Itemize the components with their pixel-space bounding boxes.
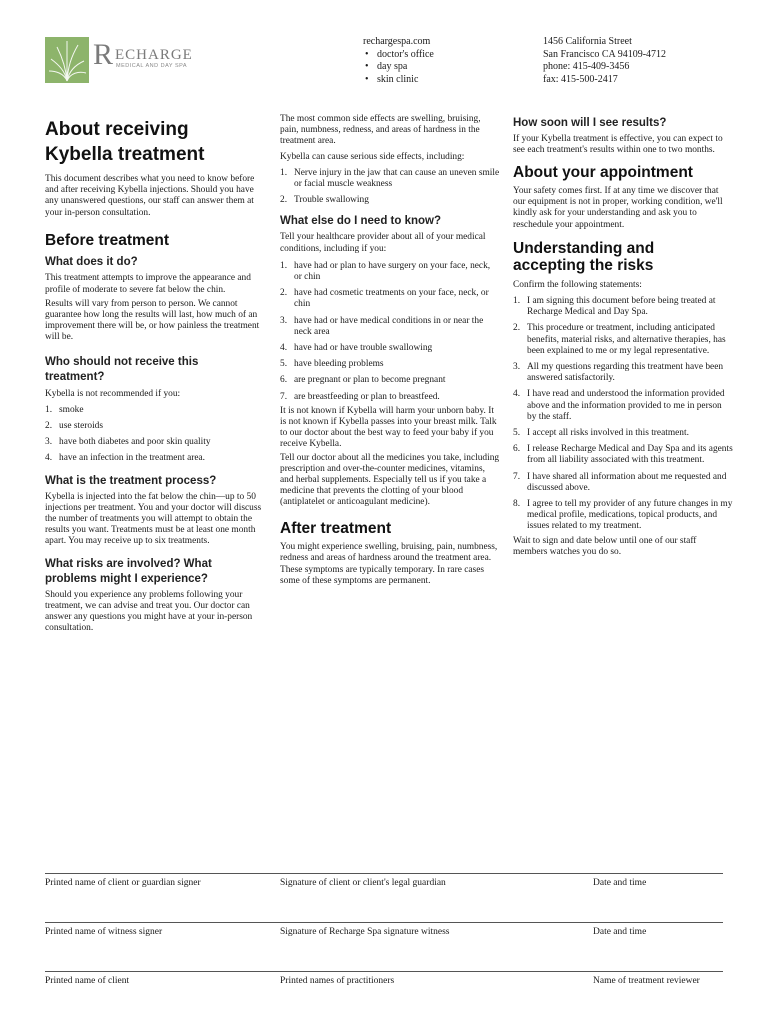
statement-item: 3. All my questions regarding this treatment have been answered satisfactorily. <box>513 361 724 384</box>
signature-label: Printed name of client <box>45 976 130 986</box>
question-risks: What risks are involved? What problems might I experience? <box>45 557 212 585</box>
question-what-does-it-do: What does it do? <box>45 256 138 269</box>
paragraph: Kybella is injected into the fat below the chin—up to 50 injections per treatment. You and your doctor will discuss the number of treatments you will attempt to obtain the results you want. Treatments must be at least one month apart. You may receive up to six treatments. <box>45 491 262 547</box>
column-1 <box>45 117 265 634</box>
statement-item: 8. I agree to tell my provider of any future changes in my medical profile, medications, topical products, and issues related to my treatment. <box>513 498 733 532</box>
signature-label: Date and time <box>593 878 647 888</box>
service-item: • doctor's office <box>365 48 434 60</box>
section-heading-after: After treatment <box>280 519 392 537</box>
list-item: 2. have had cosmetic treatments on your face, neck, or chin <box>280 288 489 310</box>
fax-number: fax: 415-500-2417 <box>543 73 618 85</box>
paragraph: The most common side effects are swelling, bruising, pain, numbness, redness, and areas of hardness in the treatment area. <box>280 114 481 147</box>
paragraph: If your Kybella treatment is effective, you can expect to see each treatment's results within one to two months. <box>513 134 723 156</box>
statement-item: 4. I have read and understood the information provided above and the information provided to me in person by the staff. <box>513 389 725 422</box>
medical-conditions-list <box>280 261 500 403</box>
list-item: 5. have bleeding problems <box>280 359 384 370</box>
signature-label: Printed names of practitioners <box>280 976 395 986</box>
question-who-should-not: Who should not receive this treatment? <box>45 355 199 383</box>
statement-item: 6. I release Recharge Medical and Day Spa and its agents from all liability associated with this treatment. <box>513 444 733 466</box>
list-item: 3. have both diabetes and poor skin quality <box>45 437 211 448</box>
logo-mark <box>45 37 89 83</box>
paragraph: Kybella can cause serious side effects, including: <box>280 151 465 162</box>
side-effects-list <box>280 168 500 207</box>
list-item: 1. smoke <box>45 404 84 415</box>
section-heading-appointment: About your appointment <box>513 164 693 182</box>
section-heading-risks: Understanding and accepting the risks <box>513 239 655 275</box>
paragraph: Wait to sign and date below until one of our staff members watches you do so. <box>513 535 697 557</box>
paragraph: Should you experience any problems following your treatment, we can advise and treat you. Our doctor can answer any questions you might have at your in-person consultation. <box>45 589 253 634</box>
signature-line[interactable] <box>45 971 723 972</box>
website-link[interactable]: rechargespa.com <box>363 36 431 47</box>
signature-line[interactable] <box>45 922 723 923</box>
statement-item: 7. I have shared all information about me requested and discussed above. <box>513 471 727 493</box>
list-item: 1. have had or plan to have surgery on your face, neck, or chin <box>280 260 491 283</box>
paragraph: Results will vary from person to person. We cannot guarantee how long the results will last, how much of an improvement there will be, or how painless the treatment will be. <box>45 298 260 343</box>
city-address: San Francisco CA 94109-4712 <box>543 48 667 60</box>
signature-label: Signature of client or client's legal guardian <box>280 878 446 888</box>
list-item: 2. use steroids <box>45 420 104 431</box>
signature-label: Date and time <box>593 927 647 937</box>
intro-text: This document describes what you need to know before and after receiving Kybella injections. Should you have any unanswered questions, our staff can answer them at your in-person consultation. <box>45 174 255 218</box>
street-address: 1456 California Street <box>543 36 632 47</box>
statement-item: 5. I accept all risks involved in this treatment. <box>513 427 689 438</box>
question-treatment-process: What is the treatment process? <box>45 474 217 487</box>
statement-item: 1. I am signing this document before being treated at Recharge Medical and Day Spa. <box>513 295 716 318</box>
signature-label: Name of treatment reviewer <box>593 976 700 986</box>
paragraph: Kybella is not recommended if you: <box>45 388 181 399</box>
list-item: 1. Nerve injury in the jaw that can cause an uneven smile or facial muscle weakness <box>280 167 500 190</box>
consent-statements <box>513 296 733 533</box>
list-item: 2. Trouble swallowing <box>280 195 369 206</box>
page-title: About receiving Kybella treatment <box>45 119 205 165</box>
paragraph: Tell your healthcare provider about all of your medical conditions, including if you: <box>280 232 486 254</box>
paragraph: Your safety comes first. If at any time we discover that our equipment is not in proper, working condition, we'll kindly ask for your understanding and ask you to reschedule your appointment. <box>513 185 723 230</box>
paragraph: Confirm the following statements: <box>513 279 642 290</box>
header-address <box>543 36 733 86</box>
signature-label: Signature of Recharge Spa signature witness <box>280 927 450 937</box>
column-3 <box>513 116 733 558</box>
logo-subtitle: MEDICAL AND DAY SPA <box>116 63 188 69</box>
list-item: 3. have had or have medical conditions in or near the neck area <box>280 315 484 337</box>
signature-label: Printed name of witness signer <box>45 927 163 937</box>
column-2 <box>280 114 500 587</box>
list-item: 4. have had or have trouble swallowing <box>280 343 433 354</box>
grass-icon <box>45 37 89 83</box>
paragraph: Tell our doctor about all the medicines you take, including prescription and over-the-counter medicines, vitamins, and herbal supplements. Especially tell us if you take a medicine that prevents the clotting of your blood (antiplatelet or anticoagulant medicine). <box>280 452 500 508</box>
phone-number: phone: 415-409-3456 <box>543 61 630 72</box>
service-item: • skin clinic <box>365 73 419 85</box>
list-item: 6. are pregnant or plan to become pregnant <box>280 375 446 386</box>
paragraph: You might experience swelling, bruising, pain, numbness, redness and areas of hardness around the treatment area. These symptoms are typically temporary. In rare cases some of these symptoms are permanent. <box>280 542 498 586</box>
logo-wordmark: ECHARGE <box>115 47 193 63</box>
list-item: 4. have an infection in the treatment area. <box>45 453 206 464</box>
logo-letter: R <box>93 38 114 71</box>
question-results: How soon will I see results? <box>513 117 667 129</box>
question-what-else: What else do I need to know? <box>280 215 442 228</box>
contraindication-list <box>45 405 265 465</box>
section-heading-before: Before treatment <box>45 231 170 249</box>
paragraph: This treatment attempts to improve the appearance and profile of moderate to severe fat below the chin. <box>45 273 251 295</box>
paragraph: It is not known if Kybella will harm your unborn baby. It is not known if Kybella passes into your breast milk. Talk to our doctor about the best way to feed your baby if you receive Kybella. <box>280 405 497 450</box>
signature-label: Printed name of client or guardian signer <box>45 878 201 888</box>
header-services <box>363 36 503 86</box>
list-item: 7. are breastfeeding or plan to breastfeed. <box>280 391 440 402</box>
signature-line[interactable] <box>45 873 723 874</box>
statement-item: 2. This procedure or treatment, including anticipated benefits, material risks, and alternative therapies, has been explained to me or my legal representative. <box>513 323 726 356</box>
service-item: • day spa <box>365 61 408 72</box>
